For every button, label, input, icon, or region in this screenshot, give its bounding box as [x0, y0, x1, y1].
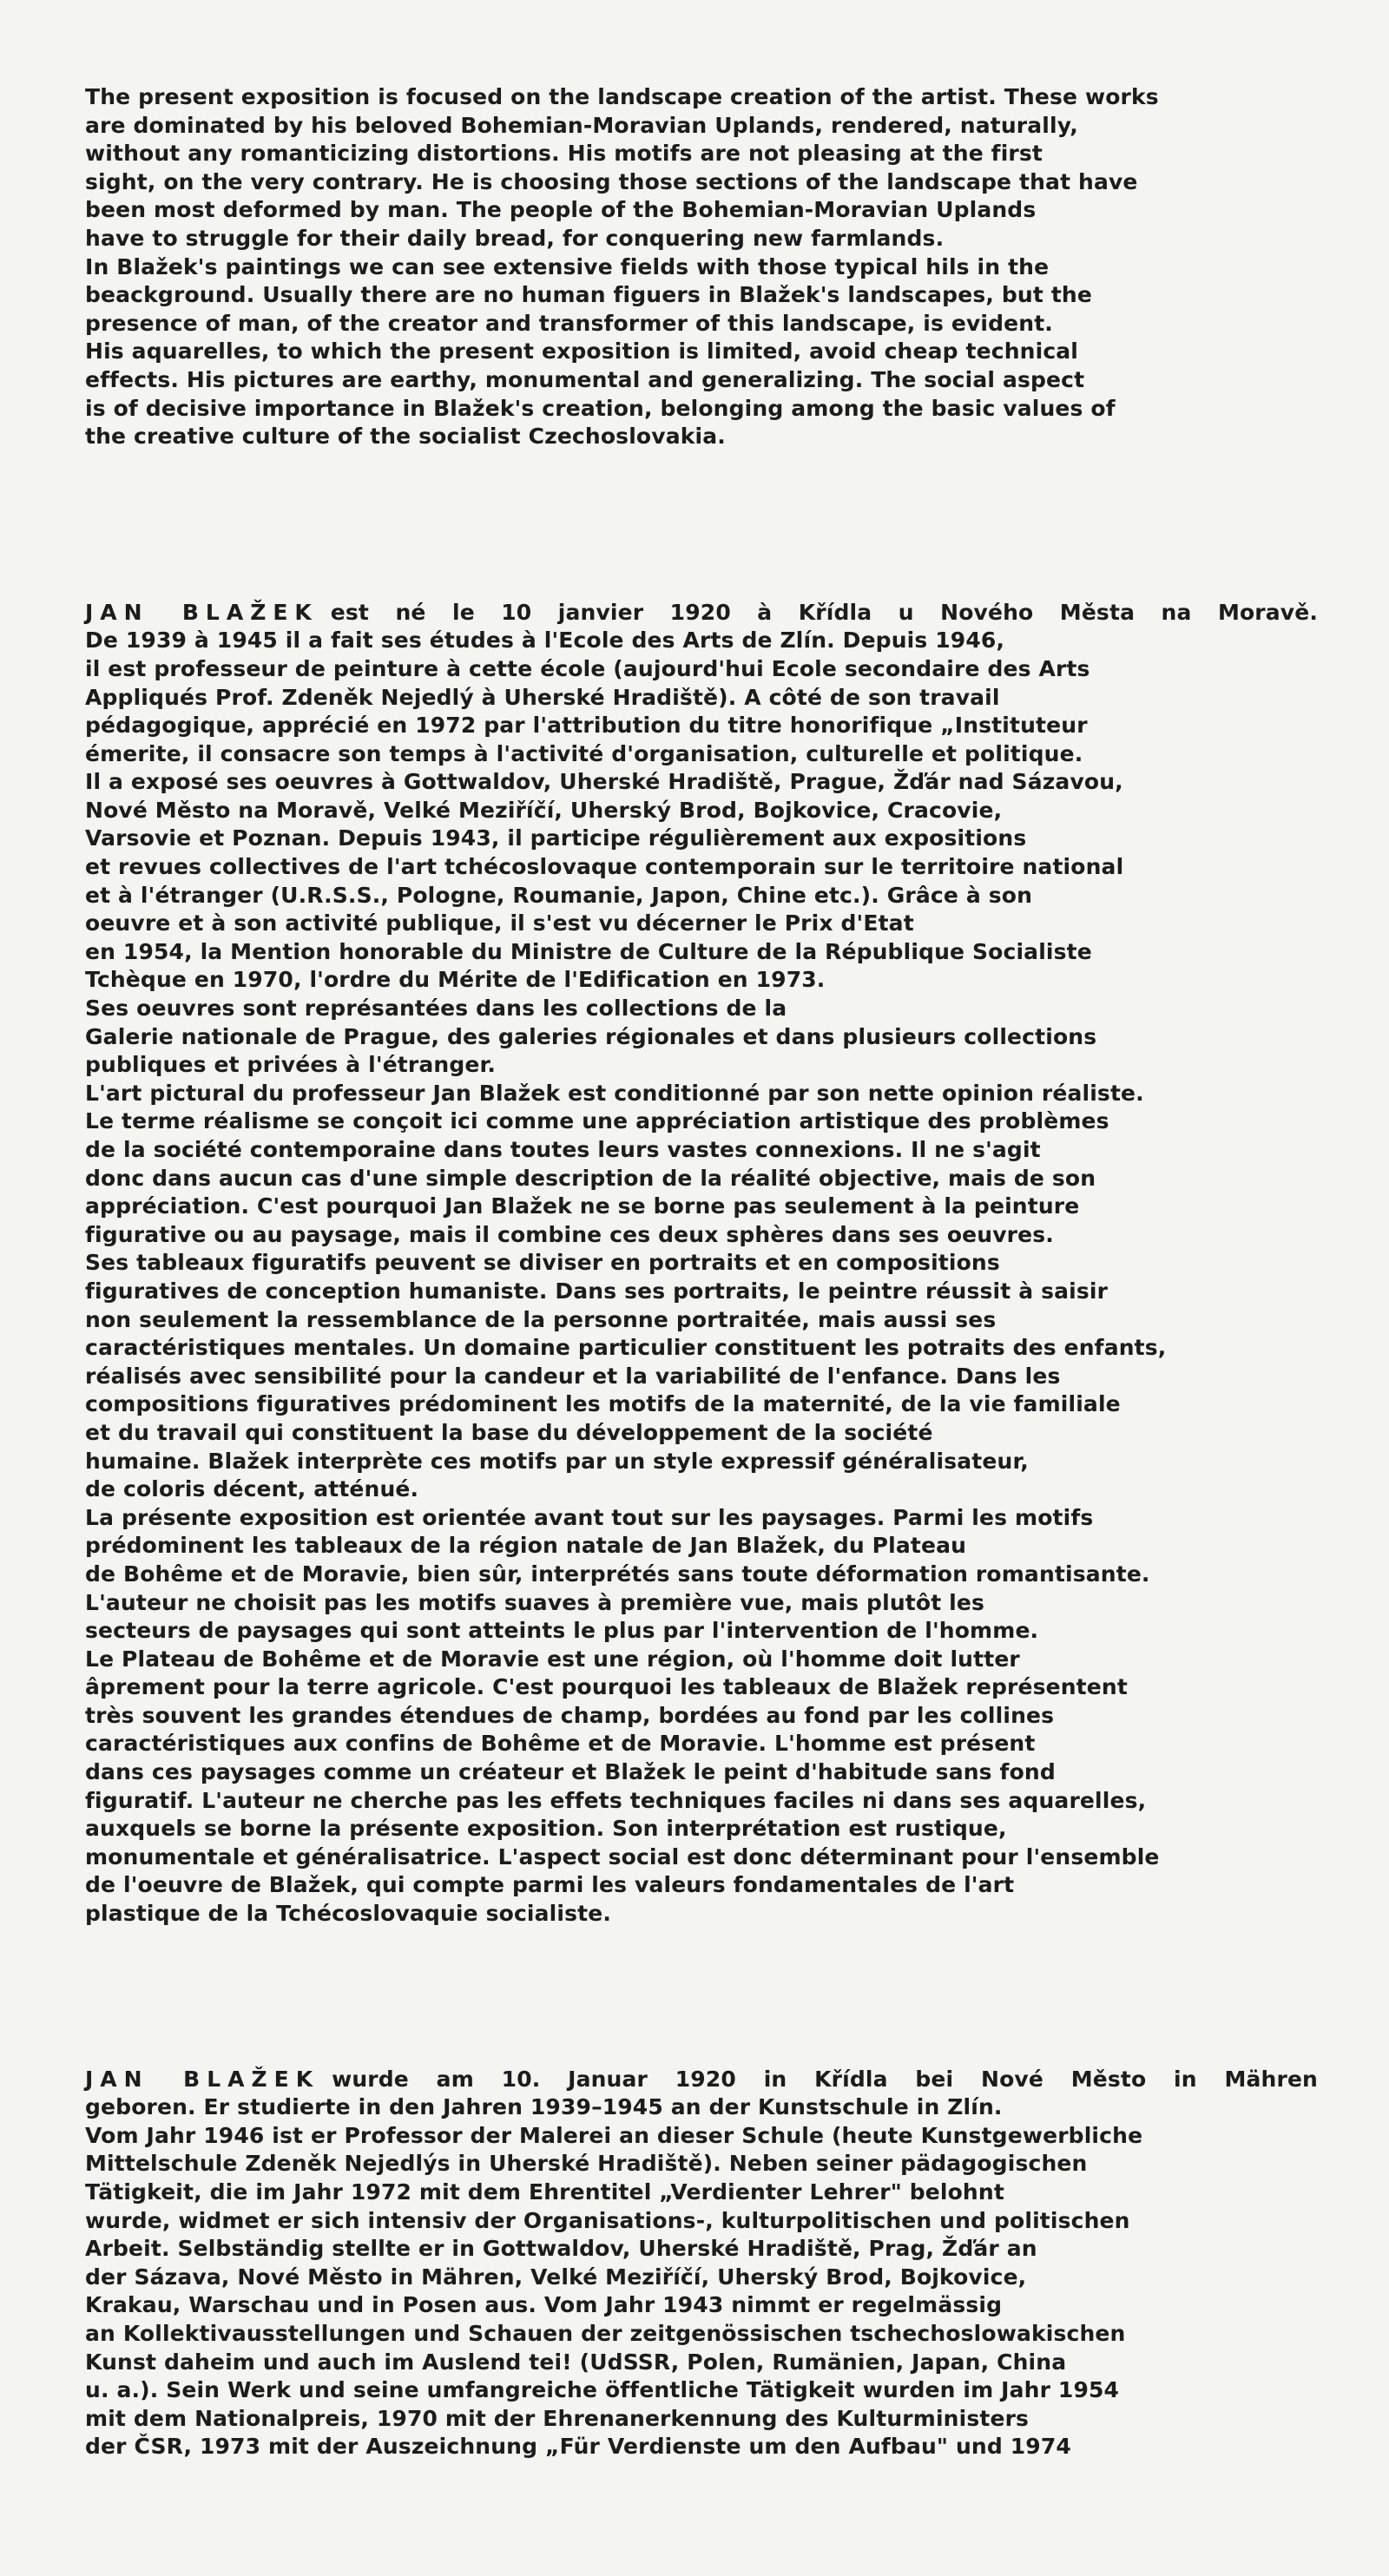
text-line: De 1939 à 1945 il a fait ses études à l'Ecole des Arts de Zlín. Depuis 1946,	[85, 628, 1005, 654]
text-line: figuratif. L'auteur ne cherche pas les effets techniques faciles ni dans ses aquarelles,	[85, 1787, 1147, 1813]
text-line: effects. His pictures are earthy, monumental and generalizing. The social aspect	[85, 366, 1085, 392]
text-line: humaine. Blažek interprète ces motifs par un style expressif généralisateur,	[85, 1448, 1029, 1474]
text-line: et à l'étranger (U.R.S.S., Pologne, Roumanie, Japon, Chine etc.). Grâce à son	[85, 882, 1033, 908]
text-line: appréciation. C'est pourquoi Jan Blažek ne se borne pas seulement à la peinture	[85, 1193, 1080, 1219]
text-line: Tchèque en 1970, l'ordre du Mérite de l'Edification en 1973.	[85, 967, 826, 993]
text-line: Ses oeuvres sont représantées dans les collections de la	[85, 996, 787, 1022]
text-line: il est professeur de peinture à cette école (aujourd'hui Ecole secondaire des Arts	[85, 655, 1090, 681]
text-line: mit dem Nationalpreis, 1970 mit der Ehrenanerkennung des Kulturministers	[85, 2405, 1030, 2431]
text-line: Mittelschule Zdeněk Nejedlýs in Uherské Hradiště). Neben seiner pädagogischen	[85, 2151, 1088, 2177]
text-line: compositions figuratives prédominent les motifs de la maternité, de la vie familiale	[85, 1391, 1121, 1417]
text-line: figuratives de conception humaniste. Dans ses portraits, le peintre réussit à saisir	[85, 1278, 1109, 1304]
text-line: is of decisive importance in Blažek's creation, belonging among the basic values of	[85, 395, 1116, 421]
text-line: Nové Město na Moravě, Velké Meziříčí, Uherský Brod, Bojkovice, Cracovie,	[85, 797, 1003, 823]
text-line: en 1954, la Mention honorable du Ministre de Culture de la République Socialiste	[85, 938, 1092, 964]
text-line: pédagogique, apprécié en 1972 par l'attribution du titre honorifique „Instituteur	[85, 713, 1088, 739]
text-line: très souvent les grandes étendues de champ, bordées au fond par les collines	[85, 1702, 1055, 1728]
text-line: der ČSR, 1973 mit der Auszeichnung „Für Verdienste um den Aufbau" und 1974	[85, 2434, 1071, 2460]
german-first-line	[85, 2066, 1318, 2094]
text-line: prédominent les tableaux de la région natale de Jan Blažek, du Plateau	[85, 1533, 967, 1559]
text-line: plastique de la Tchécoslovaquie socialiste.	[85, 1901, 611, 1927]
text-line: L'auteur ne choisit pas les motifs suaves à première vue, mais plutôt les	[85, 1589, 984, 1615]
text-line: Varsovie et Poznan. Depuis 1943, il participe régulièrement aux expositions	[85, 825, 1027, 851]
text-line: Tätigkeit, die im Jahr 1972 mit dem Ehrentitel „Verdienter Lehrer" belohnt	[85, 2179, 1004, 2205]
text-line: oeuvre et à son activité publique, il s'est vu décerner le Prix d'Etat	[85, 910, 914, 936]
text-line: âprement pour la terre agricole. C'est pourquoi les tableaux de Blažek représentent	[85, 1674, 1128, 1700]
text-line: been most deformed by man. The people of the Bohemian-Moravian Uplands	[85, 197, 1037, 223]
text-line: publiques et privées à l'étranger.	[85, 1052, 497, 1078]
text-line: sight, on the very contrary. He is choosing those sections of the landscape that have	[85, 168, 1138, 194]
text-line: beackground. Usually there are no human figuers in Blažek's landscapes, but the	[85, 282, 1092, 308]
text-line: The present exposition is focused on the landscape creation of the artist. These works	[85, 84, 1159, 109]
text-line: Ses tableaux figuratifs peuvent se diviser en portraits et en compositions	[85, 1250, 1000, 1276]
text-line: presence of man, of the creator and transformer of this landscape, is evident.	[85, 310, 1053, 336]
german-section	[85, 2066, 1318, 2461]
french-first-line-text: est né le 10 janvier 1920 à Křídla u Nového Města na Moravě.	[330, 599, 1319, 625]
german-first-line-text: wurde am 10. Januar 1920 in Křídla bei Nové Město in Mähren	[332, 2066, 1319, 2092]
text-line: Kunst daheim und auch im Auslend tei! (UdSSR, Polen, Rumänien, Japan, China	[85, 2349, 1067, 2375]
text-line: de coloris décent, atténué.	[85, 1476, 419, 1502]
text-line: der Sázava, Nové Město in Mähren, Velké Meziříčí, Uherský Brod, Bojkovice,	[85, 2264, 1027, 2290]
text-line: caractéristiques mentales. Un domaine particulier constituent les potraits des enfants,	[85, 1335, 1167, 1361]
french-section	[85, 599, 1318, 1929]
text-line: dans ces paysages comme un créateur et Blažek le peint d'habitude sans fond	[85, 1759, 1056, 1785]
text-line: figurative ou au paysage, mais il combine ces deux sphères dans ses oeuvres.	[85, 1221, 1054, 1247]
text-line: auxquels se borne la présente exposition. Son interprétation est rustique,	[85, 1816, 1007, 1842]
text-line: Arbeit. Selbständig stellte er in Gottwaldov, Uherské Hradiště, Prag, Žďár an	[85, 2236, 1037, 2262]
text-line: u. a.). Sein Werk und seine umfangreiche öffentliche Tätigkeit wurden im Jahr 1954	[85, 2377, 1120, 2403]
text-line: de l'oeuvre de Blažek, qui compte parmi les valeurs fondamentales de l'art	[85, 1872, 1015, 1898]
text-line: wurde, widmet er sich intensiv der Organisations-, kulturpolitischen und politischen	[85, 2207, 1130, 2233]
text-line: et revues collectives de l'art tchécoslovaque contemporain sur le territoire national	[85, 854, 1124, 880]
text-line: Le terme réalisme se conçoit ici comme une appréciation artistique des problèmes	[85, 1108, 1109, 1134]
text-line: secteurs de paysages qui sont atteints le plus par l'intervention de l'homme.	[85, 1618, 1039, 1644]
text-line: donc dans aucun cas d'une simple description de la réalité objective, mais de son	[85, 1165, 1096, 1191]
text-line: émerite, il consacre son temps à l'activité d'organisation, culturelle et politique.	[85, 740, 1083, 766]
text-line: have to struggle for their daily bread, for conquering new farmlands.	[85, 225, 945, 251]
text-line: geboren. Er studierte in den Jahren 1939–1945 an der Kunstschule in Zlín.	[85, 2094, 1003, 2120]
text-line: Vom Jahr 1946 ist er Professor der Malerei an dieser Schule (heute Kunstgewerbliche	[85, 2122, 1143, 2148]
text-line: caractéristiques aux confins de Bohême et de Moravie. L'homme est présent	[85, 1731, 1036, 1757]
text-line: réalisés avec sensibilité pour la candeur et la variabilité de l'enfance. Dans les	[85, 1363, 1061, 1389]
text-line: Krakau, Warschau und in Posen aus. Vom Jahr 1943 nimmt er regelmässig	[85, 2292, 1003, 2318]
text-line: are dominated by his beloved Bohemian-Moravian Uplands, rendered, naturally,	[85, 112, 1078, 138]
text-line: et du travail qui constituent la base du développement de la société	[85, 1419, 933, 1445]
text-line: an Kollektivausstellungen und Schauen der zeitgenössischen tschechoslowakischen	[85, 2320, 1126, 2346]
text-line: non seulement la ressemblance de la personne portraitée, mais aussi ses	[85, 1306, 997, 1332]
text-line: Appliqués Prof. Zdeněk Nejedlý à Uherské Hradiště). A côté de son travail	[85, 684, 1000, 710]
french-first-line	[85, 599, 1318, 628]
document-page	[85, 83, 1318, 2461]
german-artist-name: JAN BLAŽEK	[85, 2066, 320, 2092]
text-line: Il a exposé ses oeuvres à Gottwaldov, Uherské Hradiště, Prague, Žďár nad Sázavou,	[85, 769, 1123, 795]
text-line: Le Plateau de Bohême et de Moravie est une région, où l'homme doit lutter	[85, 1646, 1020, 1672]
text-line: La présente exposition est orientée avant tout sur les paysages. Parmi les motifs	[85, 1504, 1094, 1530]
english-section	[85, 83, 1318, 451]
text-line: without any romanticizing distortions. His motifs are not pleasing at the first	[85, 141, 1043, 167]
text-line: de Bohême et de Moravie, bien sûr, interprétés sans toute déformation romantisante.	[85, 1561, 1150, 1587]
french-artist-name: JAN BLAŽEK	[85, 599, 319, 625]
text-line: de la société contemporaine dans toutes leurs vastes connexions. Il ne s'agit	[85, 1137, 1041, 1162]
text-line: Galerie nationale de Prague, des galeries régionales et dans plusieurs collections	[85, 1023, 1097, 1049]
text-line: His aquarelles, to which the present exposition is limited, avoid cheap technical	[85, 338, 1079, 365]
text-line: monumentale et généralisatrice. L'aspect social est donc déterminant pour l'ensemble	[85, 1843, 1160, 1870]
text-line: In Blažek's paintings we can see extensive fields with those typical hils in the	[85, 253, 1050, 279]
text-line: L'art pictural du professeur Jan Blažek est conditionné par son nette opinion réaliste.	[85, 1080, 1144, 1106]
text-line: the creative culture of the socialist Czechoslovakia.	[85, 424, 726, 450]
